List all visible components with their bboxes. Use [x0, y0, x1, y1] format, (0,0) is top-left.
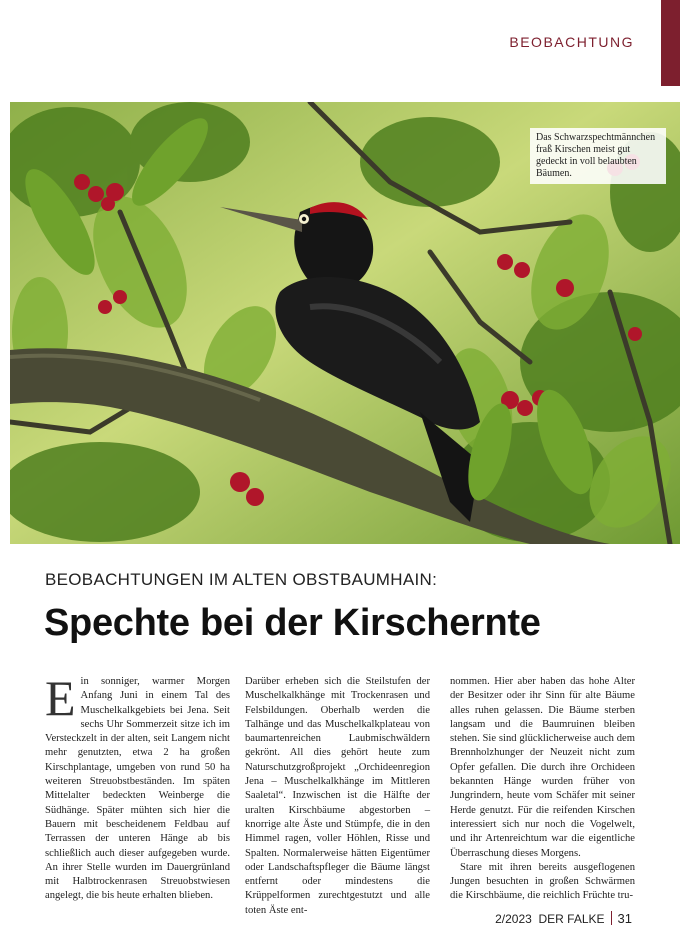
page-footer: [495, 911, 632, 926]
footer-divider: [611, 911, 612, 925]
article-kicker: BEOBACHTUNGEN IM ALTEN OBSTBAUMHAIN:: [45, 570, 438, 589]
photo-caption: Das Schwarzspechtmännchen fraß Kirschen meist gut gedeckt in voll belaubten Bäumen.: [530, 128, 666, 184]
section-color-tab: [661, 0, 680, 86]
column-3-paragraph-2: Stare mit ihren bereits ausgeflogenen Jungen besuchten in großen Schwärmen die Kirschbäume, die reichlich Früchte tru-: [450, 861, 635, 902]
drop-cap: E: [45, 670, 76, 726]
page-number: 31: [617, 911, 632, 926]
section-label: BEOBACHTUNG: [509, 34, 634, 50]
column-1-text: in sonniger, warmer Morgen Anfang Juni in einem Tal des Muschelkalkgebiets bei Jena. Seit sechs Uhr Sommerzeit sitze ich im Versteckzelt in der alten, seit Langem nicht mehr genutzten, etwa 2 ha großen Kirschplantage, umgeben von rund 50 ha weiteren Streuobstbeständen. Im späten Mittelalter bedeckten Weinberge die Südhänge. Später mühten sich hier die Bauern mit bescheidenem Feldbau auf Terrassen der unteren Hänge ab bis schließlich auch dieser aufgegeben wurde. An ihrer Stelle wurden im Dauergrünland mit Halbtrockenrasen Streuobstwiesen angelegt, die bis heute erhalten blieben.: [45, 676, 230, 902]
column-1: [45, 670, 230, 904]
issue-number: 2/2023: [495, 912, 532, 926]
article-title: Spechte bei der Kirschernte: [44, 602, 541, 644]
column-2: Darüber erheben sich die Steilstufen der Muschelkalkhänge mit Trockenrasen und Felsbildungen. Oberhalb werden die Talhänge und das Muschelkalkplateau von baumartenreichen Laubmischwäldern gekrönt. All dies gehört heute zum Naturschutzgroßprojekt „Orchideenregion Jena – Muschelkalkhänge im Mittleren Saaletal“. Inzwischen ist die Hälfte der uralten Kirschbäume abgestorben – knorrige alte Äste und Stümpfe, die in den Himmel ragen, voller Höhlen, Risse und Spalten. Normalerweise hätten Eigentümer oder Landschaftspfleger die Bäume längst entfernt oder mindestens die Krüppelformen zurechtgestutzt und alle toten Äste ent-: [245, 676, 430, 916]
column-3-paragraph-1: nommen. Hier aber haben das hohe Alter der Besitzer oder ihr Sinn für alte Bäume alles ruhen gelassen. Die Bäume sterben langsam und die Baumruinen bleiben stehen. Sie sind glücklicherweise auch dem Brennholzhunger der Neuzeit nicht zum Opfer gefallen. Die durch ihre Orchideen bekannten Hänge wurden früher von Jungrindern, heute vom Schäfer mit seiner Herde genutzt. Für die reifenden Kirschen interessiert sich nur noch die Vogelwelt, und ihr Artenreichtum war die eigentliche Überraschung dieses Morgens.: [450, 676, 635, 859]
article-body: [45, 670, 640, 916]
column-3: [450, 675, 635, 904]
magazine-name: DER FALKE: [538, 912, 605, 926]
